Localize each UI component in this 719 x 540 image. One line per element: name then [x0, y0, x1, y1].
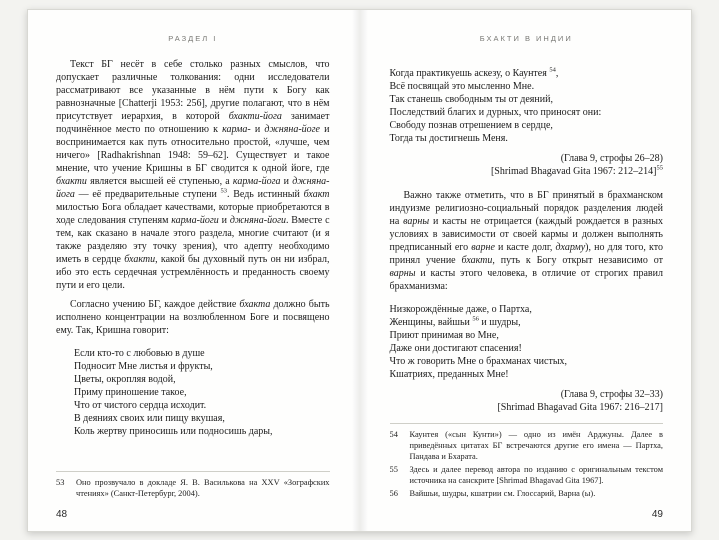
verse-line: Женщины, вайшьи $^{56}$ и шудры, [389, 315, 521, 328]
footnote [390, 488, 664, 499]
verse-line: Кшатриях, преданных Мне! [389, 369, 509, 380]
footnotes [56, 471, 330, 501]
verse-line: Приют принимая во Мне, [389, 330, 499, 341]
paragraph: Текст БГ несёт в себе столько разных смыслов, что допускает различные толкования: одни исследователи рассматривают все указанные в нём пути к Богу как равнозначные [Chatterji 1953: 256], другие полагают, что в нём присутствует иерархия, в которой бхакти-йога занимает подчинённое место по отношению к карма- и джняна-йоге и воспринимается как путь относительно простой, «лучше, чем ничего» [Radhakrishnan 1948: 59–62]. Существует и такое мнение, что учение Кришны в БГ сводится к одной йоге, где бхакти является высшей её ступенью, а карма-йога и джняна-йога — её предварительные ступени $^{53}$. Ведь истинный бхакт милостью Бога обладает качествами, которые приобретаются в ходе следования ступеням карма-йоги и джняна-йоги. Вместе с тем, как сказано в начале этого раздела, многие считают (и я также разделяю эту точку зрения), что адепту необходимо иметь в сердце бхакти, какой бы духовный путь он ни избрал, ибо это есть сердечная устремлённость и преданность своему пути и его цели. [56, 59, 330, 291]
paragraph: Важно также отметить, что в БГ принятый в брахманском индуизме религиозно-социальный порядок разделения людей на варны и касты не отрицается (каждый рождается в разных условиях в зависимости от своей кармы и должен выполнять предписанный его варне и касте долг, дхарму), но для того, кто принял учение бхакти, путь к Богу открыт независимо от варны и касты этого человека, в отличие от строгих правил брахманизма: [389, 190, 664, 292]
verse-line: Подносит Мне листья и фрукты, [74, 361, 213, 372]
verse-line: Даже они достигают спасения! [389, 343, 522, 354]
footnote-number: 56 [389, 489, 398, 498]
footnote-number: 54 [389, 430, 398, 439]
verse-line: Низкорождённые даже, о Партха, [389, 304, 532, 315]
attribution-line: [Shrimad Bhagavad Gita 1967: 212–214]$^{55}$ [490, 164, 663, 177]
attribution-line: (Глава 9, строфы 32–33) [560, 389, 663, 400]
footnote [56, 477, 330, 499]
footnotes [390, 423, 664, 501]
footnote-number: 55 [389, 465, 398, 474]
verse-line: Когда практикуешь аскезу, о Каунтея $^{54}$, [389, 66, 559, 79]
verse-line: Что ж говорить Мне о брахманах чистых, [389, 356, 568, 367]
verse-attribution [390, 152, 664, 178]
footnote [390, 429, 664, 462]
footnote-text: Каунтея («сын Кунти») — одно из имён Арджуны. Далее в приведённых цитатах БГ встречаются другие его имена — Партха, Пандава и Бхарата. [409, 430, 663, 461]
page-number-right: 49 [651, 509, 663, 520]
verse-line: Цветы, окропляя водой, [74, 374, 176, 385]
page-left [28, 10, 360, 531]
verse-quote [390, 303, 664, 381]
running-head-left: РАЗДЕЛ I [168, 34, 218, 43]
verse-quote [390, 67, 664, 145]
attribution-line: (Глава 9, строфы 26–28) [560, 153, 663, 164]
verse-line: Всё посвящай это мысленно Мне. [389, 81, 535, 92]
verse-quote [74, 347, 330, 438]
running-head-right: БХАКТИ В ИНДИИ [479, 34, 573, 43]
verse-line: Свободу познав отрешением в сердце, [389, 120, 553, 131]
footnote-text: Оно прозвучало в докладе Я. В. Василькова на XXV «Зографских чтениях» (Санкт-Петербург, 2004). [76, 478, 330, 498]
footnote-text: Вайшьи, шудры, кшатрии см. Глоссарий, Варна (ы). [409, 489, 596, 498]
footnote-number: 53 [56, 478, 65, 487]
verse-line: Так станешь свободным ты от деяний, [389, 94, 553, 105]
verse-line: Если кто-то с любовью в душе [74, 348, 205, 359]
page-right [360, 10, 692, 531]
verse-line: Коль жертву приносишь или подносишь дары, [74, 426, 273, 437]
attribution-line: [Shrimad Bhagavad Gita 1967: 216–217] [497, 402, 663, 413]
footnote [390, 464, 664, 486]
verse-line: Что от чистого сердца исходит. [74, 400, 207, 411]
verse-line: Тогда ты достигнешь Меня. [389, 133, 508, 144]
verse-line: Последствий благих и дурных, что приносят они: [389, 107, 602, 118]
verse-attribution [390, 388, 664, 414]
book-spread [27, 9, 692, 532]
verse-line: Приму приношение такое, [74, 387, 187, 398]
footnote-text: Здесь и далее перевод автора по изданию с оригинальным текстом источника на санскрите [Shrimad Bhagavad Gita 1967]. [409, 465, 663, 485]
page-number-left: 48 [56, 509, 68, 520]
paragraph: Согласно учению БГ, каждое действие бхакта должно быть исполнено концентрации на возлюбленном Боге и посвящено ему. Так, Кришна говорит: [56, 299, 330, 336]
verse-line: В деяниях своих или пищу вкушая, [74, 413, 225, 424]
